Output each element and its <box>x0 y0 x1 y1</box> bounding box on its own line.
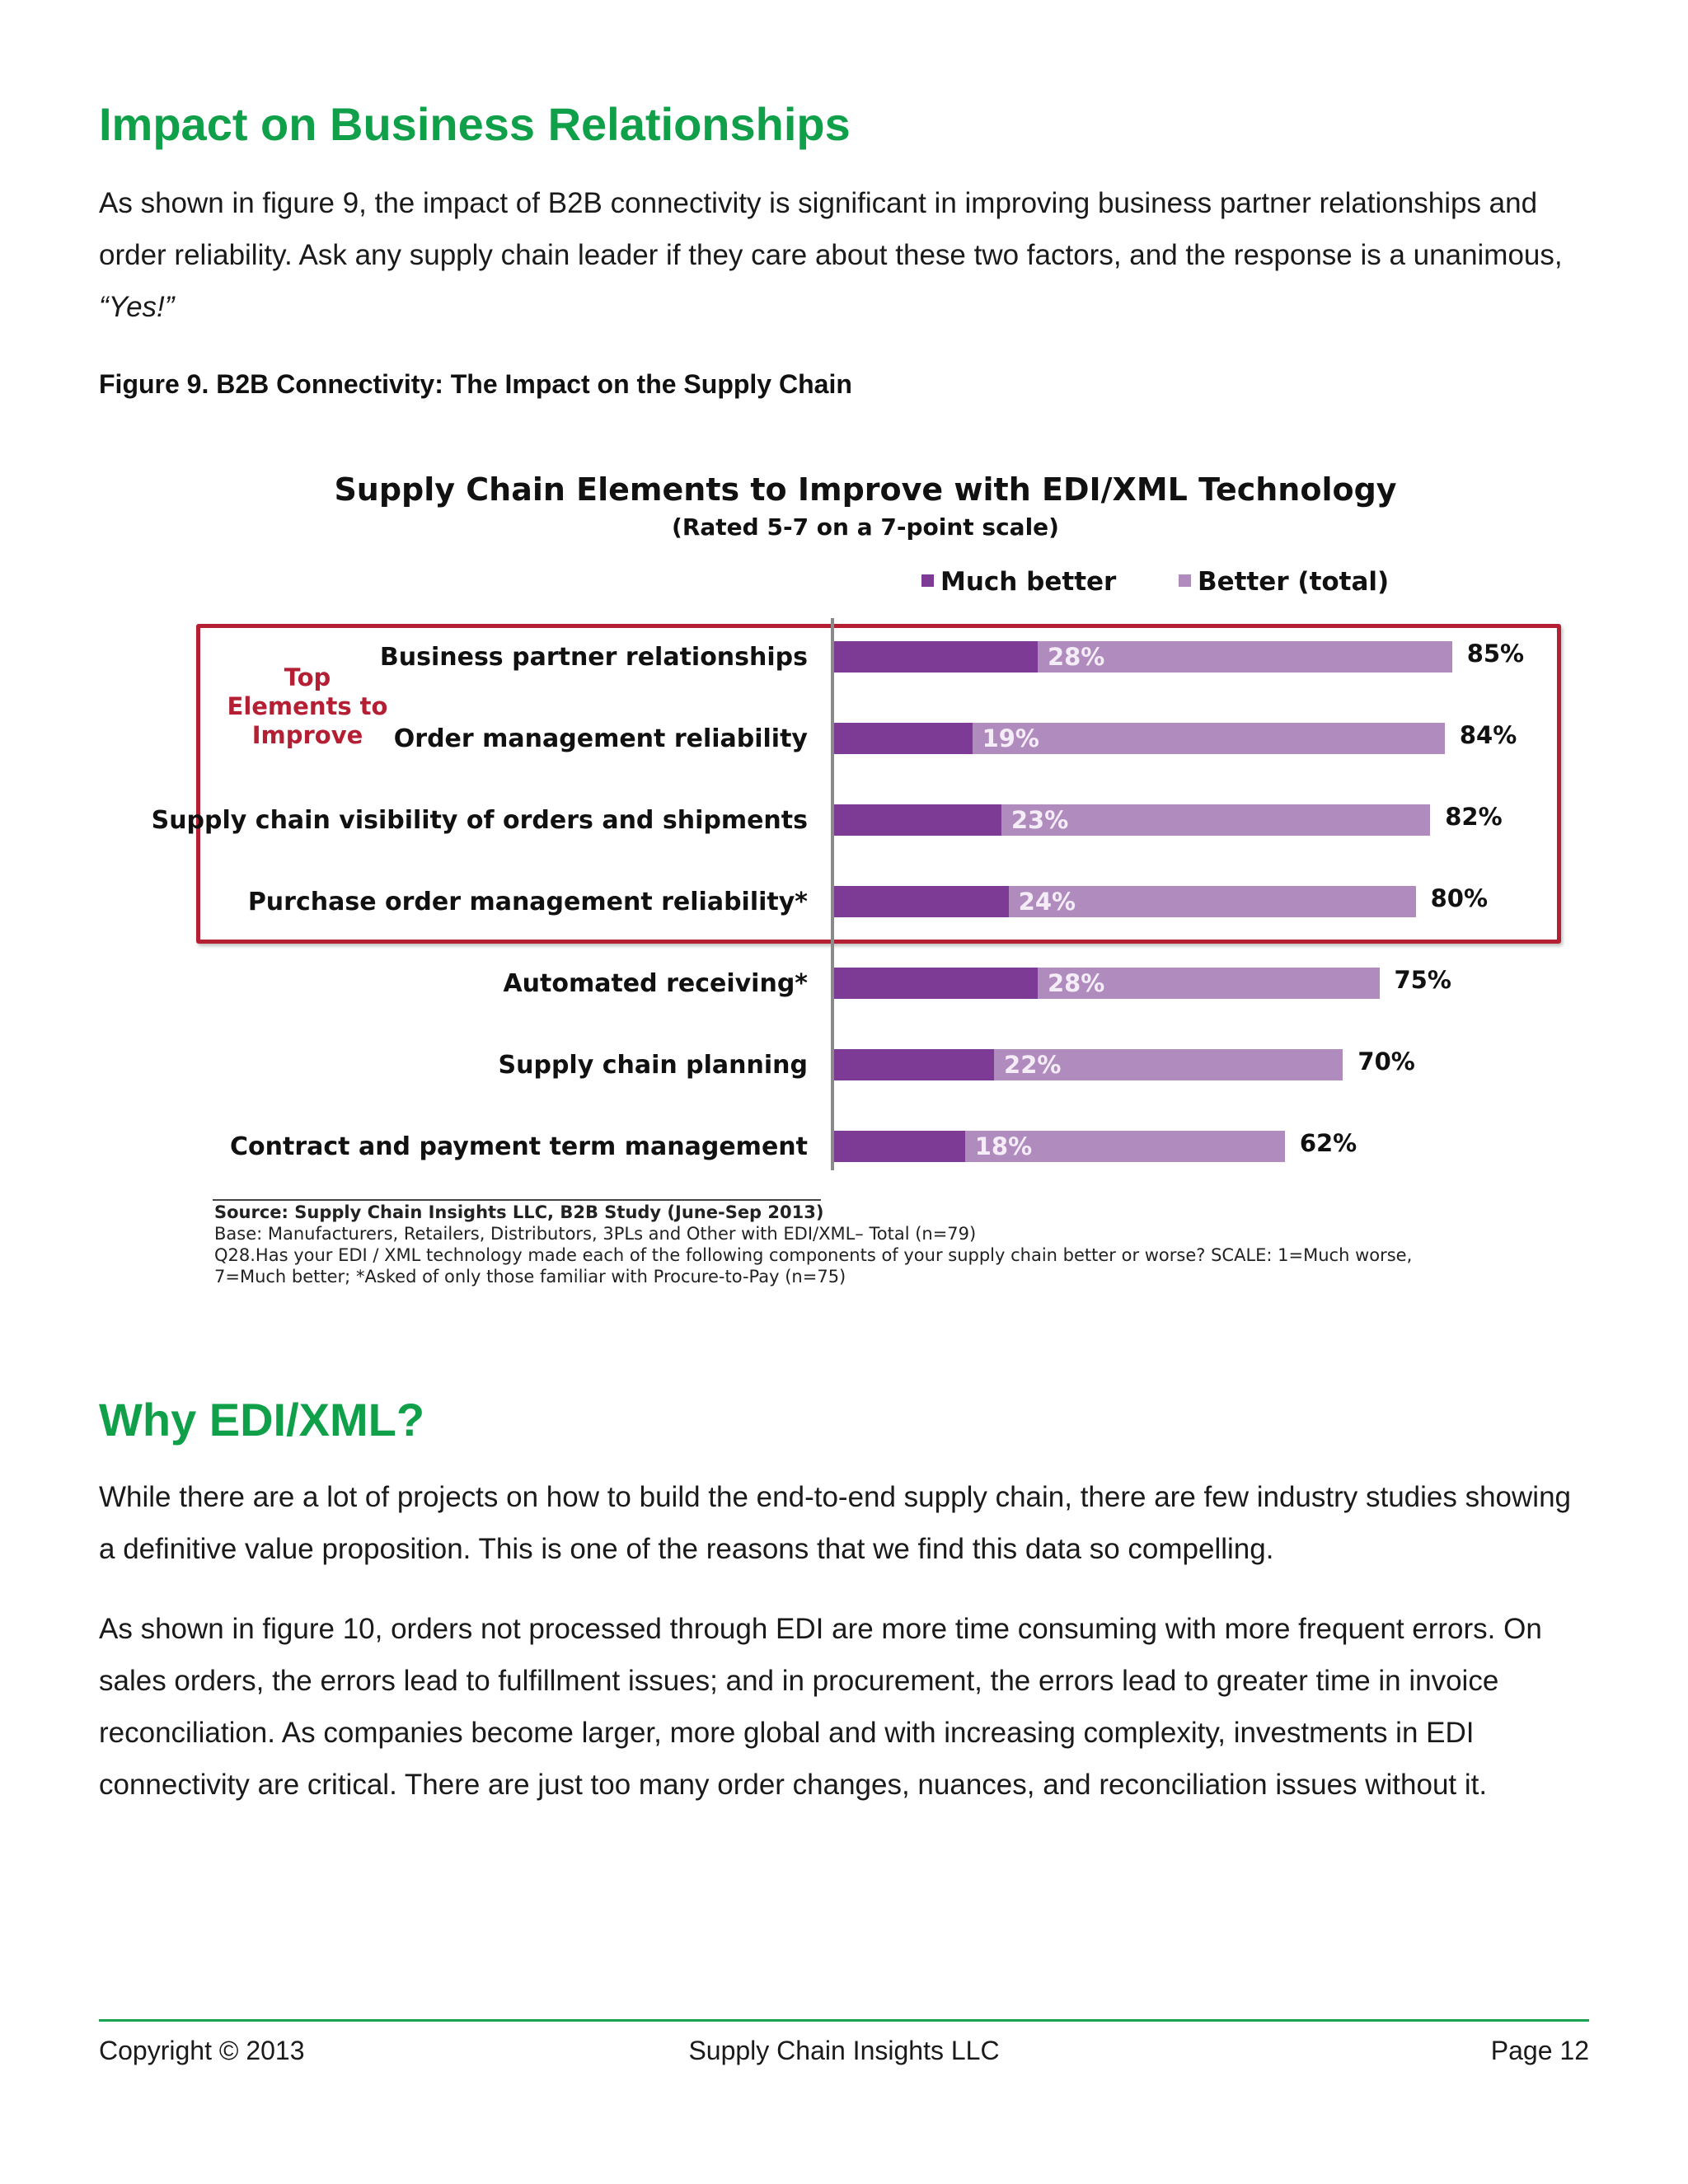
category-label: Business partner relationships <box>379 643 808 672</box>
bar-much-better <box>834 641 1038 673</box>
data-label-much-better: 19% <box>982 724 1039 752</box>
data-label-much-better: 18% <box>974 1132 1033 1160</box>
legend-label-much-better: Much better <box>940 567 1117 597</box>
data-label-better-total: 70% <box>1357 1047 1415 1076</box>
data-label-better-total: 82% <box>1445 803 1503 831</box>
section-heading-why-edi: Why EDI/XML? <box>99 1394 425 1446</box>
bar-much-better <box>834 1131 965 1162</box>
data-label-better-total: 62% <box>1299 1129 1357 1157</box>
category-label: Supply chain visibility of orders and shipments <box>151 806 808 835</box>
legend-item-much-better <box>921 567 1116 597</box>
legend-swatch-better-total <box>1179 574 1191 587</box>
data-label-much-better: 22% <box>1004 1051 1062 1079</box>
category-label: Order management reliability <box>393 724 808 753</box>
chart-source <box>214 1202 1500 1287</box>
legend-swatch-much-better <box>921 574 934 587</box>
why-paragraph-2: As shown in figure 10, orders not processed through EDI are more time consuming with more frequent errors. On sales orders, the errors lead to fulfillment issues; and in procurement, the errors lead to greater time in invoice reconciliation. As companies become larger, more global and with increasing complexity, investments in EDI connectivity are critical. There are just too many order changes, nuances, and reconciliation issues without it. <box>99 1613 1542 1801</box>
intro-text: As shown in figure 9, the impact of B2B connectivity is significant in improving business partner relationships and order reliability. Ask any supply chain leader if they care about these two factors, and the response is a unanimous, <box>99 187 1563 271</box>
figure-caption: Figure 9. B2B Connectivity: The Impact on the Supply Chain <box>99 369 852 399</box>
category-label: Supply chain planning <box>498 1051 808 1080</box>
footer-copyright: Copyright © 2013 <box>99 2036 305 2065</box>
bar-much-better <box>834 723 973 754</box>
data-label-better-total: 80% <box>1430 884 1489 912</box>
data-label-much-better: 28% <box>1047 643 1105 671</box>
source-line-1: Source: Supply Chain Insights LLC, B2B Study (June-Sep 2013) <box>214 1202 824 1222</box>
data-label-much-better: 23% <box>1010 806 1069 834</box>
chart-title: Supply Chain Elements to Improve with EDI/XML Technology <box>334 471 1397 508</box>
section-heading-impact: Impact on Business Relationships <box>99 98 851 150</box>
legend-label-better-total: Better (total) <box>1198 567 1390 597</box>
data-label-better-total: 85% <box>1466 640 1525 668</box>
source-line-4: 7=Much better; *Asked of only those familiar with Procure-to-Pay (n=75) <box>214 1267 846 1286</box>
legend-item-better-total <box>1179 567 1389 597</box>
chart-subtitle: (Rated 5-7 on a 7-point scale) <box>672 513 1059 541</box>
footer-page-number: Page 12 <box>1490 2036 1589 2065</box>
intro-quote: “Yes!” <box>99 291 175 323</box>
bar-much-better <box>834 1049 994 1080</box>
footer-company: Supply Chain Insights LLC <box>688 2036 1000 2065</box>
category-label: Automated receiving* <box>503 969 808 998</box>
chart-axis-line <box>831 618 834 1170</box>
data-label-better-total: 84% <box>1459 721 1517 749</box>
bar-much-better <box>834 968 1038 999</box>
source-rule <box>213 1199 821 1201</box>
bar-much-better <box>834 886 1009 917</box>
data-label-much-better: 24% <box>1018 888 1076 916</box>
data-label-much-better: 28% <box>1047 969 1105 997</box>
why-paragraph-1: While there are a lot of projects on how to build the end-to-end supply chain, there are few industry studies showing a definitive value proposition. This is one of the reasons that we find this data so compelling. <box>99 1481 1572 1565</box>
source-line-3: Q28.Has your EDI / XML technology made each of the following components of your supply chain better or worse? SCALE: 1=Much worse, <box>214 1245 1413 1265</box>
data-label-better-total: 75% <box>1394 966 1451 994</box>
bar-much-better <box>834 804 1001 836</box>
intro-paragraph <box>99 177 1582 333</box>
source-line-2: Base: Manufacturers, Retailers, Distributors, 3PLs and Other with EDI/XML– Total (n=79) <box>214 1224 977 1244</box>
footer-rule <box>99 2019 1589 2022</box>
highlight-label: Top Elements to Improve <box>227 663 388 749</box>
category-label: Purchase order management reliability* <box>247 888 808 916</box>
category-label: Contract and payment term management <box>230 1132 808 1161</box>
